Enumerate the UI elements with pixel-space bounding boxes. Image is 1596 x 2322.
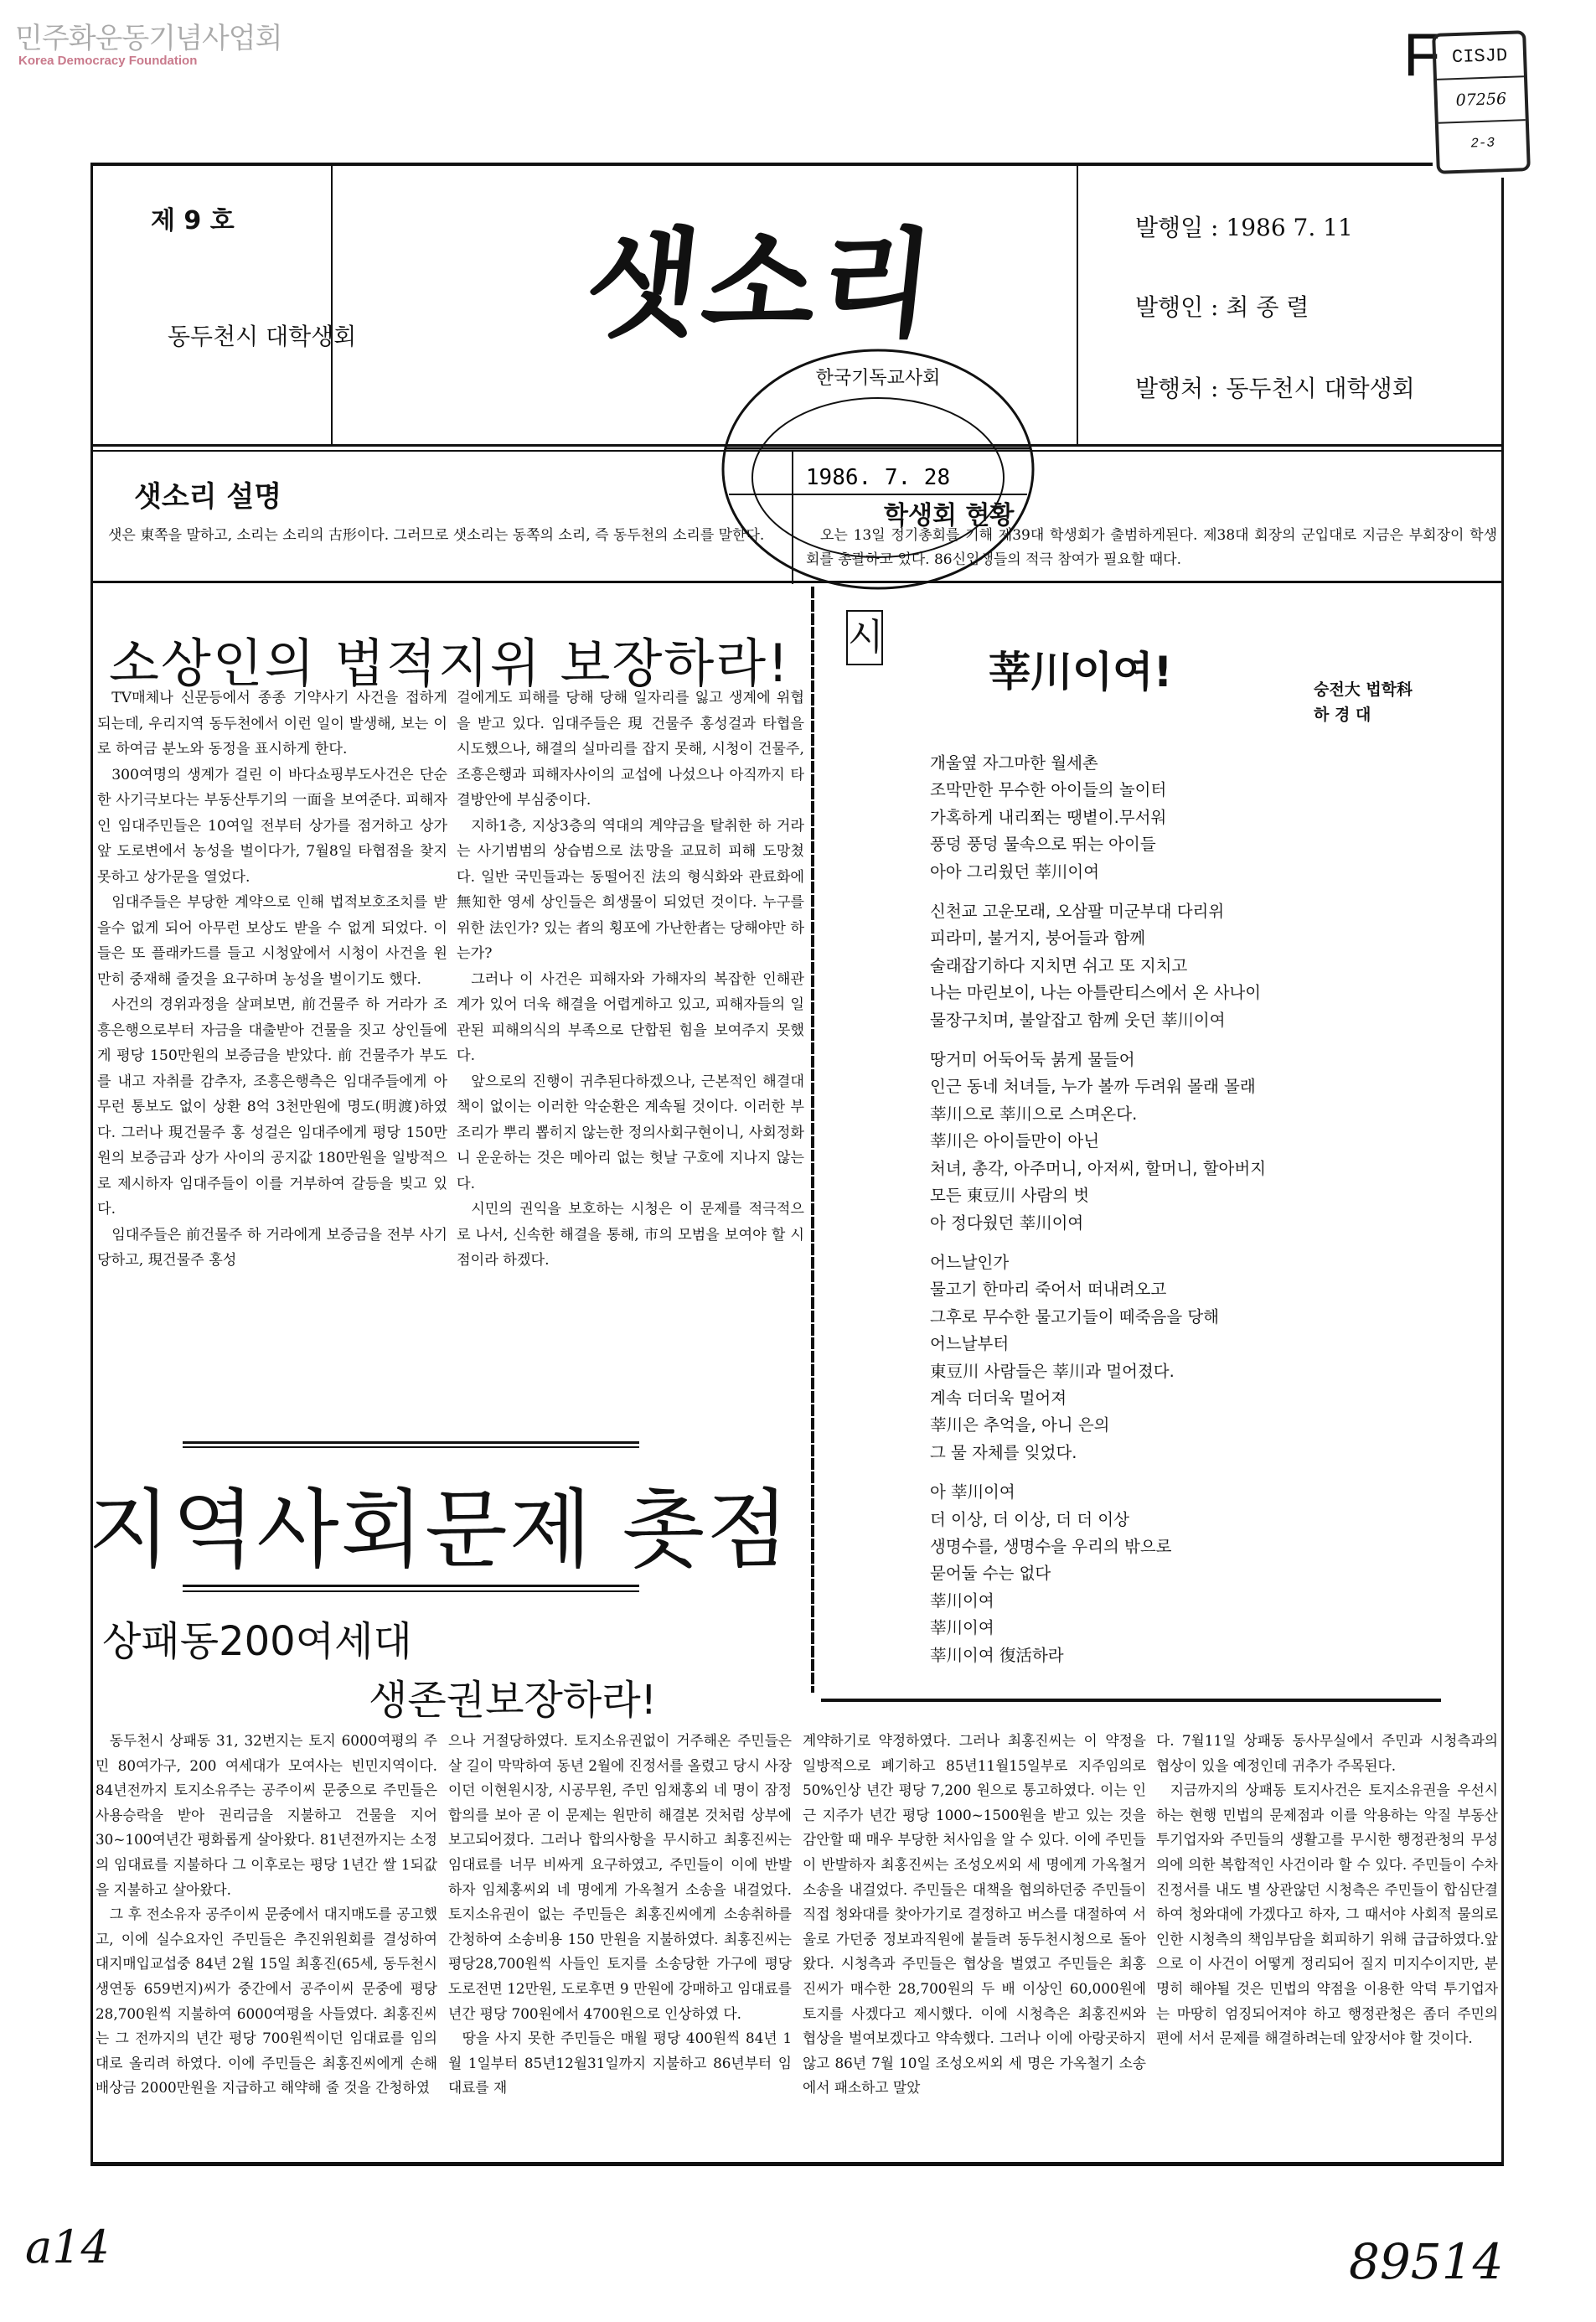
poem-line: 아아 그리웠던 莘川이여 bbox=[930, 861, 1100, 882]
poem-line: 莘川이여 復活하라 bbox=[930, 1645, 1064, 1665]
poem-line: 피라미, 불거지, 붕어들과 함께 bbox=[930, 928, 1146, 949]
poem-line: 물장구치며, 불알잡고 함께 웃던 莘川이여 bbox=[930, 1010, 1226, 1030]
poem-line: 풍덩 풍덩 물속으로 뛰는 아이들 bbox=[930, 835, 1156, 855]
explainer-bottom-rule bbox=[92, 581, 1504, 583]
poem-line: 인근 동네 처녀들, 누가 볼까 두려워 몰래 몰래 bbox=[930, 1077, 1256, 1097]
council-title: 학생회 현황 bbox=[884, 501, 1015, 530]
poem-line: 莘川으로 莘川으로 스며온다. bbox=[930, 1104, 1138, 1124]
explainer-title: 샛소리 설명 bbox=[134, 480, 282, 514]
council-body: 오는 13일 정기총회를 기해 제39대 학생회가 출범하게된다. 제38대 회장의 군입대로 지금은 부회장이 학생회를 총괄하고 있다. 86신입생들의 적극 참여가 필요할 때다. bbox=[806, 527, 1497, 568]
stamp-number: 07256 bbox=[1437, 77, 1526, 124]
poem-line: 땅거미 어둑어둑 붉게 물들어 bbox=[930, 1050, 1135, 1070]
header-divider-1 bbox=[331, 163, 333, 446]
issue-number: 제 9 호 bbox=[151, 206, 235, 235]
poem-author bbox=[1314, 677, 1413, 727]
feature-rule-bottom bbox=[183, 1585, 639, 1587]
poem-stanza bbox=[930, 1479, 1266, 1669]
stamp-code: CISJD bbox=[1435, 34, 1524, 80]
poem-title: 莘川이여! bbox=[989, 648, 1173, 696]
poem-line: 莘川이여 bbox=[930, 1590, 994, 1611]
archive-stamp bbox=[1432, 30, 1531, 174]
masthead-title: 샛소리 bbox=[579, 216, 944, 354]
feature-col-1: 동두천시 상패동 31, 32번지는 토지 6000여평의 주민 80여가구, 200 여세대가 모여사는 빈민지역이다. 84년전까지 토지소유주는 공주이씨 문중으로 주민들은 사용승락을 받아 권리금을 지불하고 건물을 지어 30~100여년간 평화롭게 살아왔다. 81년전까지는 소정의 임대료를 지불하다 그 이후로는 평당 1년간 쌀 1되값을 지불하고 살아왔다. 그 후 전소유자 공주이씨 문중에서 대지매도를 공고했고, 이에 실수요자인 주민들은 추진위원회를 결성하여 대지매입교섭중 84년 2월 15일 최홍진(65세, 동두천시 생연동 659번지)씨가 중간에서 공주이씨 문중에 평당28,700원씩 지불하여 6000여평을 사들였다. 최홍진씨는 그 전까지의 년간 평당 700원씩이던 임대료를 임의대로 올리려 하였다. 이에 주민들은 최홍진씨에게 손해배상금 2000만원을 지급하고 해약해 줄 것을 간청하였 bbox=[96, 1732, 437, 2097]
explainer-body: 샛은 東쪽을 말하고, 소리는 소리의 古形이다. 그러므로 샛소리는 동쪽의 소리, 즉 동두천의 소리를 말한다. bbox=[108, 527, 765, 544]
handwritten-note-left: a14 bbox=[25, 2221, 110, 2273]
poem-tag: 시 bbox=[846, 610, 883, 665]
poem-line: 어느날인가 bbox=[930, 1252, 1010, 1272]
poem-line: 莘川은 아이들만이 아닌 bbox=[930, 1131, 1100, 1151]
feature-rule-bottom-2 bbox=[183, 1590, 639, 1592]
poem-line: 莘川이여 bbox=[930, 1618, 994, 1638]
poem-line: 처녀, 총각, 아주머니, 아저씨, 할머니, 할아버지 bbox=[930, 1158, 1267, 1178]
feature-headline: 지역사회문제 촛점 bbox=[88, 1481, 791, 1580]
stamp-note: 2-3 bbox=[1469, 135, 1495, 152]
feature-col-3: 계약하기로 약정하였다. 그러나 최홍진씨는 이 약정을 일방적으로 폐기하고 85년11월15일부로 지주임의로 50%인상 년간 평당 7,200 원으로 통고하였다. 이는 인근 지주가 년간 평당 1000~1500원을 받고 있는 것을 감안할 때 매우 부당한 처사임을 알 수 있다. 이에 주민들이 반발하자 최홍진씨는 조성오씨외 세 명에게 가옥철거 소송을 내걸었다. 주민들은 대책을 협의하던중 주민들이 직접 청와대를 찾아가기로 결정하고 버스를 대절하여 서울로 가던중 정보과직원에 붙들려 동두천시청으로 돌아왔다. 시청측과 주민들은 협상을 벌였고 주민들은 최홍진씨가 매수한 28,700원의 두 배 이상인 60,000원에 토지를 사겠다고 제시했다. 이에 시청측은 최홍진씨와 협상을 벌여보겠다고 약속했다. 그러나 이에 아랑곳하지 않고 86년 7월 10일 조성오씨외 세 명은 가옥철기 소송에서 패소하고 말았 bbox=[803, 1732, 1146, 2097]
poem-line: 그 물 자체를 잊었다. bbox=[930, 1442, 1077, 1462]
poem-line: 묻어둘 수는 없다 bbox=[930, 1564, 1051, 1584]
poem-line: 계속 더더욱 멀어져 bbox=[930, 1388, 1067, 1408]
page-right-rule bbox=[1501, 178, 1504, 2164]
publication-date: 발행일 : 1986 7. 11 bbox=[1135, 214, 1353, 241]
poem-author-name: 하 경 대 bbox=[1314, 706, 1371, 724]
poem-line: 어느날부터 bbox=[930, 1334, 1010, 1354]
page-left-rule bbox=[90, 163, 93, 2165]
poem-stanza bbox=[930, 1047, 1266, 1237]
poem-line: 나는 마린보이, 나는 아틀란티스에서 온 사나이 bbox=[930, 983, 1262, 1003]
issuer: 발행처 : 동두천시 대학생회 bbox=[1135, 375, 1415, 402]
article1-col2: 걸에게도 피해를 당해 당해 일자리를 잃고 생계에 위협을 받고 있다. 임대주들은 現 건물주 홍성걸과 타협을 시도했으나, 해결의 실마리를 잡지 못해, 시청이 건물주, 조흥은행과 피해자사이의 교섭에 나섰으나 아직까지 타결방안에 부심중이다. 지하1층, 지상3층의 역대의 계약금을 탈취한 하 거라는 사기범범의 상습범으로 法망을 교묘히 피해 도망쳤다. 일반 국민들과는 동떨어진 法의 형식화와 관료화에 無知한 영세 상인들은 희생물이 되었던 것이다. 누구를 위한 法인가? 있는 者의 횡포에 가난한者는 당해야만 하는가? 그러나 이 사건은 피해자와 가해자의 복잡한 인해관계가 있어 더욱 해결을 어렵게하고 있고, 피해자들의 일관된 피해의식의 부족으로 단합된 힘을 보여주지 못했다. 앞으로의 진행이 귀추된다하겠으나, 근본적인 해결대책이 없이는 이러한 악순환은 계속될 것이다. 이러한 부조리가 뿌리 뽑히지 않는한 정의사회구현이니, 사회정화니 운운하는 것은 메아리 없는 헛날 구호에 지나지 않는다. 시민의 권익을 보호하는 시청은 이 문제를 적극적으로 나서, 신속한 해결을 통해, 市의 모범을 보여야 할 시점이라 하겠다. bbox=[457, 690, 804, 1269]
poem-line: 그후로 무수한 물고기들이 떼죽음을 당해 bbox=[930, 1306, 1220, 1326]
poem-line: 조막만한 무수한 아이들의 놀이터 bbox=[930, 780, 1167, 800]
poem-bottom-rule bbox=[821, 1699, 1441, 1702]
poem-line: 莘川은 추억을, 아니 은의 bbox=[930, 1415, 1110, 1435]
handwritten-note-right: 89514 bbox=[1349, 2233, 1504, 2290]
feature-rule-top bbox=[183, 1441, 639, 1444]
poem-stanza bbox=[930, 750, 1266, 886]
column-divider bbox=[811, 587, 814, 1693]
poem-line: 더 이상, 더 이상, 더 더 이상 bbox=[930, 1509, 1129, 1529]
watermark-english: Korea Democracy Foundation bbox=[18, 54, 198, 68]
header-divider-2 bbox=[1077, 163, 1078, 446]
feature-subheadline-1: 상패동200여세대 bbox=[102, 1618, 412, 1665]
page-bottom-rule bbox=[90, 2162, 1504, 2166]
poem-body bbox=[930, 750, 1266, 1682]
feature-rule-top-2 bbox=[183, 1446, 639, 1448]
header-top-rule bbox=[92, 163, 1433, 166]
article1-headline: 소상인의 법적지위 보장하라! bbox=[109, 633, 790, 694]
article1-col1: TV매체나 신문등에서 종종 기약사기 사건을 접하게 되는데, 우리지역 동두천에서 이런 일이 발생해, 보는 이로 하여금 분노와 동정을 표시하게 한다. 300여명의 생계가 걸린 이 바다쇼핑부도사건은 단순한 사기극보다는 부동산투기의 一面을 보여준다. 피해자인 임대주민들은 10여일 전부터 상가를 점거하고 상가앞 도로변에서 농성을 벌이다가, 7월8일 타협점을 찾지 못하고 상가문을 열었다. 임대주들은 부당한 계약으로 인해 법적보호조치를 받을수 없게 되어 아무런 보상도 받을 수 없게 되었다. 이들은 또 플래카드를 들고 시청앞에서 시청이 사건을 원만히 중재해 줄것을 요구하며 농성을 벌이기도 했다. 사건의 경위과정을 살펴보면, 前건물주 하 거라가 조흥은행으로부터 자금을 대출받아 건물을 짓고 상인들에게 평당 150만원의 보증금을 받았다. 前 건물주가 부도를 내고 자취를 감추자, 조흥은행측은 임대주들에게 아무런 통보도 없이 상환 8억 3천만원에 명도(明渡)하였다. 그러나 現건물주 홍 성걸은 임대주에게 평당 150만원의 보증금과 상가 사이의 공지값 180만원을 일방적으로 제시하자 임대주들이 이를 거부하여 갈등을 빚고 있다. 임대주들은 前건물주 하 거라에게 보증금을 전부 사기당하고, 現건물주 홍성 bbox=[97, 690, 447, 1269]
poem-line: 술래잡기하다 지치면 쉬고 또 지치고 bbox=[930, 955, 1188, 975]
poem-stanza bbox=[930, 898, 1266, 1034]
feature-col-2: 으나 거절당하였다. 토지소유권없이 거주해온 주민들은 살 길이 막막하여 동년 2월에 진정서를 올렸고 당시 사장이던 이현원시장, 시공무원, 주민 임채홍외 네 명이 잠정합의를 보아 곧 이 문제는 원만히 해결본 것처럼 상부에 보고되어졌다. 그러나 합의사항을 무시하고 최홍진씨는 임대료를 너무 비싸게 요구하였고, 주민들이 이에 반발하자 임체홍씨외 네 명에게 가옥철거 소송을 내걸었다. 토지소유권이 없는 주민들은 최홍진씨에게 소송취하를 간청하여 소송비용 150 만원을 지불하였다. 최홍진씨는 평당28,700원씩 사들인 토지를 소송당한 가구에 평당 도로전면 12만원, 도로후면 9 만원에 강매하고 임대료를 년간 평당 700원에서 4700원으로 인상하였 다. 땅을 사지 못한 주민들은 매월 평당 400원씩 84년 1월 1일부터 85년12월31일까지 지불하고 86년부터 임대료를 재 bbox=[448, 1732, 792, 2097]
header-org: 동두천시 대학생회 bbox=[168, 323, 357, 350]
poem-line: 아 정다웠던 莘川이여 bbox=[930, 1213, 1084, 1233]
feature-subheadline-2: 생존권보장하라! bbox=[369, 1677, 657, 1724]
seal-date: 1986. 7. 28 bbox=[805, 465, 951, 490]
poem-line: 개울옆 자그마한 월세촌 bbox=[930, 753, 1098, 773]
poem-author-affiliation: 숭전大 법학科 bbox=[1314, 680, 1413, 699]
seal-ring-text: 한국기독교사회 bbox=[815, 368, 941, 389]
explainer-divider bbox=[792, 450, 793, 584]
poem-line: 물고기 한마리 죽어서 떠내려오고 bbox=[930, 1280, 1167, 1300]
poem-line: 모든 東豆川 사람의 벗 bbox=[930, 1186, 1090, 1206]
archive-letter-mark: F bbox=[1403, 22, 1440, 89]
publisher: 발행인 : 최 종 렬 bbox=[1135, 293, 1309, 321]
poem-line: 東豆川 사람들은 莘川과 멀어졌다. bbox=[930, 1361, 1175, 1381]
poem-stanza bbox=[930, 1249, 1266, 1466]
poem-line: 신천교 고운모래, 오삼팔 미군부대 다리위 bbox=[930, 902, 1225, 922]
poem-line: 가혹하게 내리쬐는 땡볕이.무서워 bbox=[930, 807, 1167, 827]
poem-line: 아 莘川이여 bbox=[930, 1482, 1015, 1502]
watermark-korean: 민주화운동기념사업회 bbox=[15, 22, 282, 55]
poem-line: 생명수를, 생명수을 우리의 밖으로 bbox=[930, 1536, 1172, 1556]
feature-col-4: 다. 7월11일 상패동 동사무실에서 주민과 시청측과의 협상이 있을 예정인데 귀추가 주목된다. 지금까지의 상패동 토지사건은 토지소유권을 우선시하는 현행 민법의 문제점과 이를 악용하는 악질 부동산 투기업자와 주민들의 생활고를 무시한 행정관청의 무성의에 의한 복합적인 사건이라 할 수 있다. 주민들이 수차 진정서를 내도 별 상관않던 시청측은 주민들이 합심단결하여 청와대에 가겠다고 하자, 그 때서야 사회적 물의로 인한 시청측의 책임부담을 회피하기 위해 급급하였다.앞으로 이 사건이 어떻게 정리되어 질지 미지수이지만, 분명히 해야될 것은 민법의 약점을 이용한 악덕 투기업자는 마땅히 엄징되어져야 하고 행정관청은 좀더 주민의 편에 서서 문제를 해결하려는데 앞장서야 할 것이다. bbox=[1156, 1732, 1498, 2047]
